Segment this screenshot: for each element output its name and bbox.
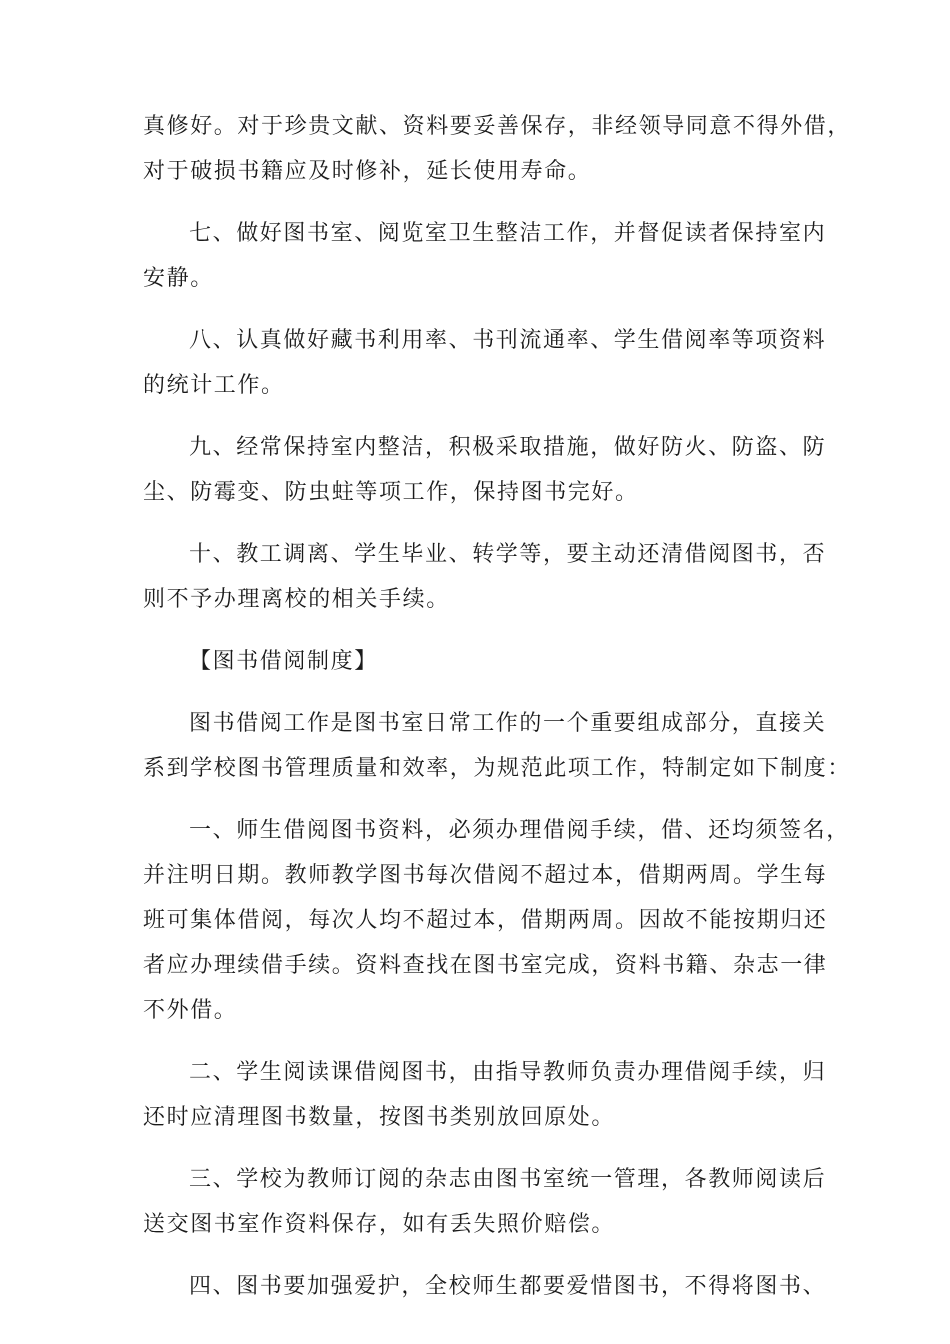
text-line: 二、学生阅读课借阅图书，由指导教师负责办理借阅手续，归 xyxy=(189,1060,827,1085)
text-line: 送交图书室作资料保存，如有丢失照价赔偿。 xyxy=(143,1212,616,1237)
text-line: 对于破损书籍应及时修补，延长使用寿命。 xyxy=(143,159,592,184)
text-line: 的统计工作。 xyxy=(143,373,285,398)
text-line: 七、做好图书室、阅览室卫生整洁工作，并督促读者保持室内 xyxy=(189,221,827,246)
text-line: 八、认真做好藏书利用率、书刊流通率、学生借阅率等项资料 xyxy=(189,328,827,353)
text-line: 真修好。对于珍贵文献、资料要妥善保存，非经领导同意不得外借， xyxy=(143,114,852,139)
text-line: 还时应清理图书数量，按图书类别放回原处。 xyxy=(143,1105,616,1130)
paragraph-item-10 xyxy=(143,532,827,622)
text-line: 一、师生借阅图书资料，必须办理借阅手续，借、还均须签名， xyxy=(189,818,850,843)
text-line: 九、经常保持室内整洁，积极采取措施，做好防火、防盗、防 xyxy=(189,435,827,460)
text-line: 安静。 xyxy=(143,266,214,291)
text-line: 者应办理续借手续。资料查找在图书室完成，资料书籍、杂志一律 xyxy=(143,953,828,978)
section-heading: 【图书借阅制度】 xyxy=(189,649,378,674)
text-line: 四、图书要加强爱护，全校师生都要爱惜图书，不得将图书、 xyxy=(189,1274,827,1299)
text-line: 不外借。 xyxy=(143,998,238,1023)
paragraph-item-8 xyxy=(143,318,827,408)
paragraph-continuation xyxy=(143,104,852,194)
text-line: 班可集体借阅，每次人均不超过本，借期两周。因故不能按期归还 xyxy=(143,908,828,933)
paragraph-rule-3 xyxy=(143,1157,827,1247)
paragraph-rule-2 xyxy=(143,1050,827,1140)
text-line: 尘、防霉变、防虫蛀等项工作，保持图书完好。 xyxy=(143,480,639,505)
paragraph-item-9 xyxy=(143,425,827,515)
paragraph-rule-1 xyxy=(143,808,850,1033)
text-line: 并注明日期。教师教学图书每次借阅不超过本，借期两周。学生每 xyxy=(143,863,828,888)
text-line: 图书借阅工作是图书室日常工作的一个重要组成部分，直接关 xyxy=(189,711,827,736)
paragraph-item-7 xyxy=(143,211,827,301)
paragraph-rule-4 xyxy=(143,1264,827,1309)
document-body xyxy=(143,104,852,1326)
text-line: 三、学校为教师订阅的杂志由图书室统一管理，各教师阅读后 xyxy=(189,1167,827,1192)
text-line: 系到学校图书管理质量和效率，为规范此项工作，特制定如下制度： xyxy=(143,756,852,781)
paragraph-intro xyxy=(143,701,852,791)
text-line: 十、教工调离、学生毕业、转学等，要主动还清借阅图书，否 xyxy=(189,542,827,567)
text-line: 则不予办理离校的相关手续。 xyxy=(143,587,450,612)
